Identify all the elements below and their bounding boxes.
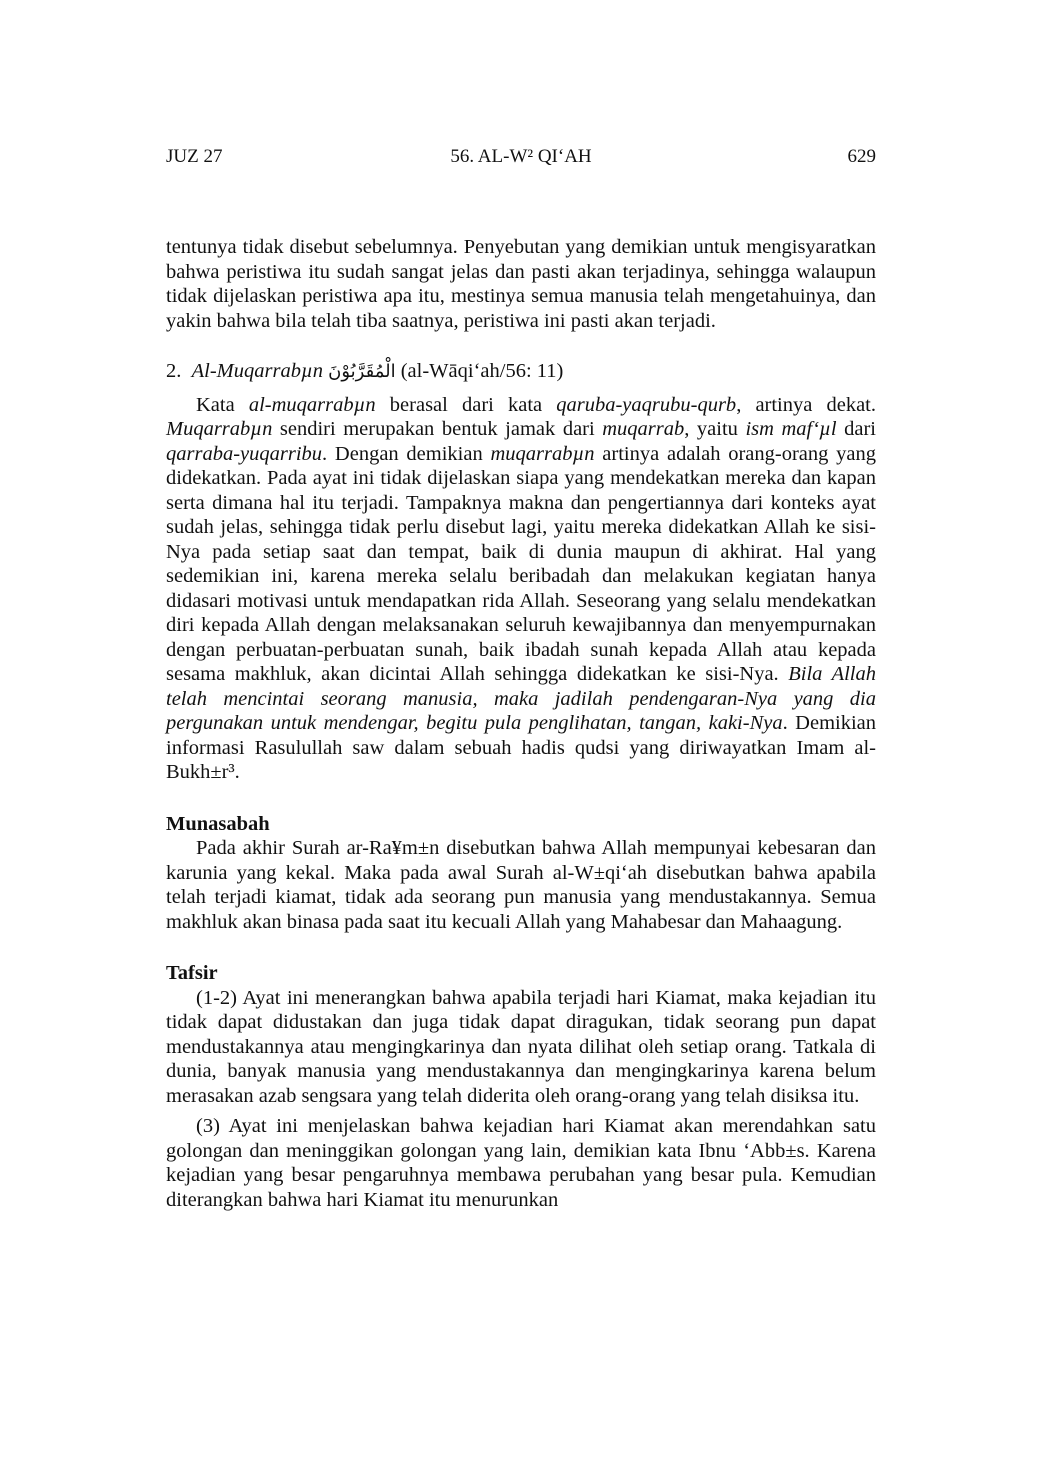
page-header: [166, 146, 876, 172]
page-number: 629: [847, 146, 876, 167]
tafsir-paragraph-1-2: (1-2) Ayat ini menerangkan bahwa apabila terjadi hari Kiamat, maka kejadian itu tidak dapat didustakan dan juga tidak dapat diragukan, tidak seorang pun dapat mendustakannya atau mengingkarinya dan nyata dilihat oleh setiap orang. Tatkala di dunia, banyak manusia yang mendustakannya dan mengingkarinya karena belum merasakan azab sengsara yang telah diderita oleh orang-orang yang telah disiksa itu.: [166, 986, 876, 1107]
verse-reference: (al-Wāqi‘ah/56: 11): [400, 360, 564, 382]
term-item-2: [166, 359, 876, 385]
juz-label: JUZ 27: [166, 146, 223, 167]
tafsir-heading: Tafsir: [166, 962, 218, 984]
paragraph-continuation: tentunya tidak disebut sebelumnya. Penyebutan yang demikian untuk mengisyaratkan bahwa peristiwa itu sudah sangat jelas dan pasti akan terjadinya, sehingga walaupun tidak dijelaskan peristiwa apa itu, mestinya semua manusia telah mengetahuinya, dan yakin bahwa bila telah tiba saatnya, peristiwa ini pasti akan terjadi.: [166, 236, 876, 332]
munasabah-heading: Munasabah: [166, 812, 270, 835]
munasabah-paragraph: Pada akhir Surah ar-Ra¥m±n disebutkan bahwa Allah mempunyai kebesaran dan karunia yang kekal. Maka pada awal Surah al-W±qi‘ah disebutkan bahwa apabila telah terjadi kiamat, tidak ada seorang pun manusia yang mendustakannya. Semua makhluk akan binasa pada saat itu kecuali Allah yang Mahabesar dan Mahaagung.: [166, 837, 876, 933]
surah-title: 56. AL-W² QI‘AH: [450, 146, 592, 167]
tafsir-paragraph-3: (3) Ayat ini menjelaskan bahwa kejadian hari Kiamat akan merendahkan satu golongan dan meninggikan golongan yang lain, demikian kata Ibnu ‘Abb±s. Karena kejadian yang besar pengaruhnya membawa perubahan yang besar pula. Kemudian diterangkan bahwa hari Kiamat itu menurunkan: [166, 1115, 876, 1211]
item-number: 2.: [166, 360, 182, 382]
term-transliteration: Al-Muqarrabµn: [191, 360, 324, 382]
page-body: [166, 235, 876, 1212]
paragraph-muqarrabun: Kata al-muqarrabµn berasal dari kata qaruba-yaqrubu-qurb, artinya dekat. Muqarrabµn sendiri merupakan bentuk jamak dari muqarrab, yaitu ism maf‘µl dari qarraba-yuqarribu. Dengan demikian muqarrabµn artinya adalah orang-orang yang didekatkan. Pada ayat ini tidak dijelaskan siapa yang mendekatkan mereka dan kapan serta dimana hal itu terjadi. Tampaknya makna dan pengertiannya dari konteks ayat sudah jelas, sehingga tidak perlu disebut lagi, yaitu mereka didekatkan Allah ke sisi-Nya pada setiap saat dan tempat, baik di dunia maupun di akhirat. Hal yang sedemikian ini, karena mereka selalu beribadah dan melakukan kegiatan hanya didasari motivasi untuk mendapatkan rida Allah. Seseorang yang selalu mendekatkan diri kepada Allah dengan melaksanakan seluruh kewajibannya dan menyempurnakan dengan perbuatan-perbuatan sunah, baik ibadah sunah kepada Allah atau kepada sesama makhluk, akan dicintai Allah sehingga didekatkan ke sisi-Nya. Bila Allah telah mencintai seorang manusia, maka jadilah pendengaran-Nya yang dia pergunakan untuk mendengar, begitu pula penglihatan, tangan, kaki-Nya. Demikian informasi Rasulullah saw dalam sebuah hadis qudsi yang diriwayatkan Imam al-Bukh±r³.: [166, 393, 877, 783]
term-arabic: الْمُقَرَّبُوْنَ: [328, 361, 396, 382]
